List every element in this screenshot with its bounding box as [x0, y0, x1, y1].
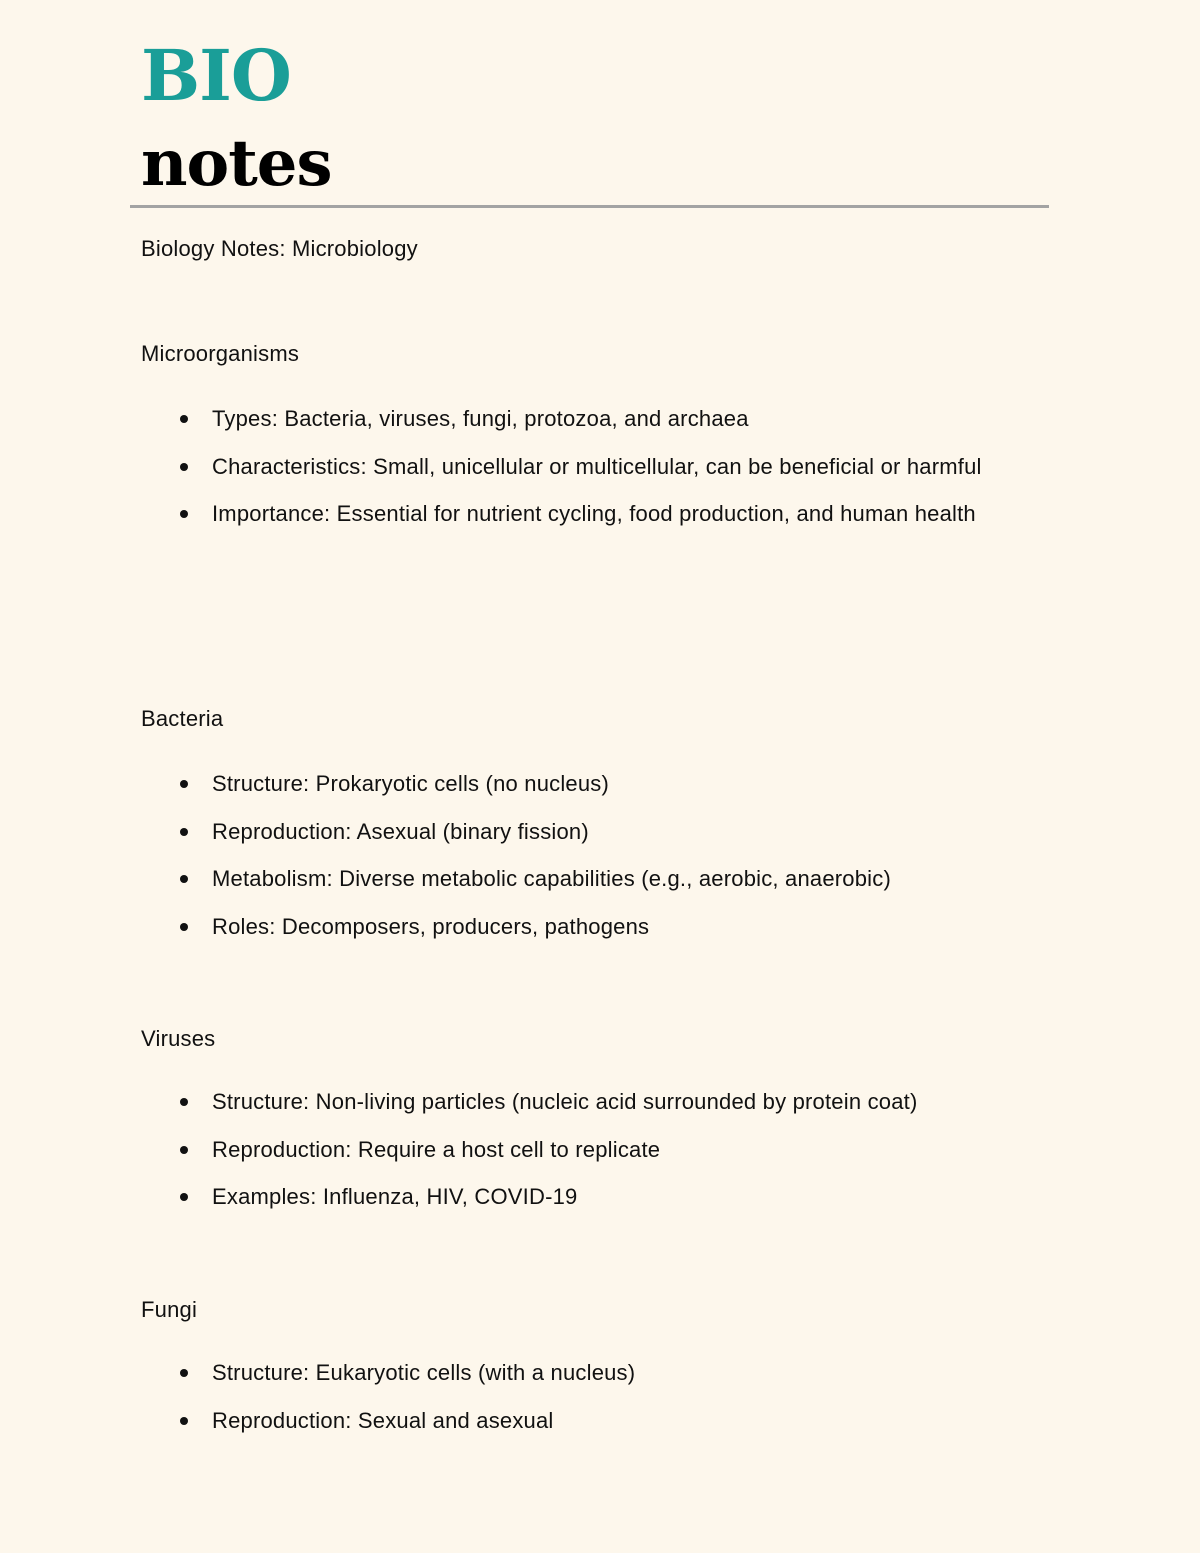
bullet-icon — [180, 828, 188, 836]
list-item-text: Types: Bacteria, viruses, fungi, protozoa, and archaea — [212, 406, 749, 431]
title-bio: BIO — [141, 34, 291, 117]
list-item — [141, 395, 1021, 443]
header-divider — [130, 205, 1049, 208]
bullet-icon — [180, 415, 188, 423]
section-heading-bacteria: Bacteria — [141, 706, 224, 731]
list-item — [141, 1397, 1041, 1445]
list-item — [141, 1349, 1041, 1397]
section-heading-microorganisms: Microorganisms — [141, 341, 300, 366]
list-item — [141, 1173, 1041, 1221]
bullet-icon — [180, 923, 188, 931]
list-item-text: Roles: Decomposers, producers, pathogens — [212, 913, 650, 939]
list-item — [141, 760, 1041, 808]
list-item — [141, 490, 1021, 538]
bullet-icon — [180, 1369, 188, 1377]
bullet-icon — [180, 1146, 188, 1154]
title-notes: notes — [141, 126, 332, 201]
bullet-icon — [180, 1417, 188, 1425]
bullet-icon — [180, 1193, 188, 1201]
list-item-text: Structure: Prokaryotic cells (no nucleus) — [212, 771, 610, 796]
list-item-text: Metabolism: Diverse metabolic capabilities (e.g., aerobic, anaerobic) — [212, 866, 891, 891]
list-item-text: Structure: Eukaryotic cells (with a nucleus) — [212, 1360, 636, 1385]
bullet-list-fungi — [141, 1349, 1041, 1444]
list-item-text: Structure: Non-living particles (nucleic acid surrounded by protein coat) — [212, 1089, 918, 1114]
list-item — [141, 903, 1041, 951]
bullet-icon — [180, 875, 188, 883]
bullet-icon — [180, 463, 188, 471]
list-item-text: Reproduction: Require a host cell to replicate — [212, 1136, 661, 1162]
bullet-icon — [180, 780, 188, 788]
list-item-text: Reproduction: Asexual (binary fission) — [212, 818, 589, 844]
bullet-icon — [180, 510, 188, 518]
document-subtitle: Biology Notes: Microbiology — [141, 236, 418, 261]
bullet-list-microorganisms — [141, 395, 1021, 538]
list-item-text: Importance: Essential for nutrient cycling, food production, and human health — [212, 501, 976, 526]
list-item-text: Examples: Influenza, HIV, COVID-19 — [212, 1184, 578, 1209]
list-item — [141, 1078, 1041, 1126]
list-item — [141, 443, 1021, 491]
bullet-icon — [180, 1098, 188, 1106]
section-heading-fungi: Fungi — [141, 1297, 198, 1322]
list-item — [141, 1126, 1041, 1174]
list-item — [141, 855, 1041, 903]
list-item-text: Reproduction: Sexual and asexual — [212, 1407, 554, 1433]
list-item — [141, 808, 1041, 856]
list-item-text: Characteristics: Small, unicellular or multicellular, can be beneficial or harmful — [212, 453, 982, 479]
section-heading-viruses: Viruses — [141, 1026, 216, 1051]
bullet-list-bacteria — [141, 760, 1041, 950]
bullet-list-viruses — [141, 1078, 1041, 1221]
